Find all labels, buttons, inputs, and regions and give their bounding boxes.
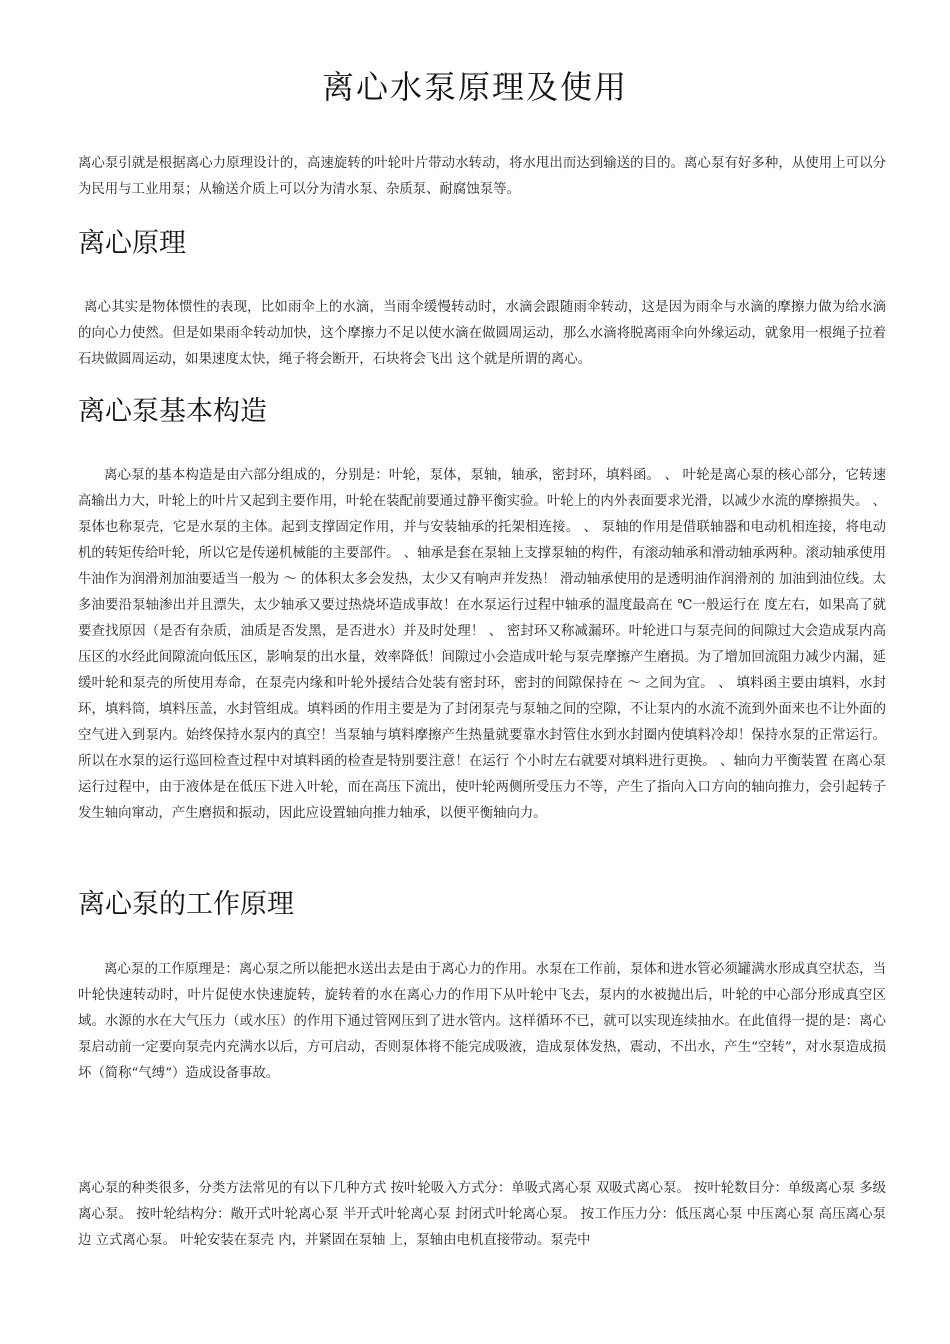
section-text-pump-structure: 离心泵的基本构造是由六部分组成的，分别是：叶轮，泵体，泵轴，轴承，密封环，填料函。 、 叶轮是离心泵的核心部分，它转速高输出力大，叶轮上的叶片又起到主要作用，叶轮在装配前要通过静平衡实验。叶轮上的内外表面要求光滑，以减少水流的摩擦损失。 、 泵体也称泵壳，它是水泵的主体。起到支撑固定作用，并与安装轴承的托架相连接。 、 泵轴的作用是借联轴器和电动机相连接，将电动机的转矩传给叶轮，所以它是传递机械能的主要部件。 、轴承是套在泵轴上支撑泵轴的构件，有滚动轴承和滑动轴承两种。滚动轴承使用牛油作为润滑剂加油要适当一般为 ～ 的体积太多会发热，太少又有响声并发热！ 滑动轴承使用的是透明油作润滑剂的 加油到油位线。太多油要沿泵轴渗出并且漂失，太少轴承又要过热烧坏造成事故！在水泵运行过程中轴承的温度最高在 ℃一般运行在 度左右，如果高了就要查找原因（是否有杂质，油质是否发黑，是否进水）并及时处理！ 、 密封环又称减漏环。叶轮进口与泵壳间的间隙过大会造成泵内高压区的水经此间隙流向低压区，影响泵的出水量，效率降低！间隙过小会造成叶轮与泵壳摩擦产生磨损。为了增加回流阻力减少内漏，延缓叶轮和泵壳的所使用寿命，在泵壳内缘和叶轮外援结合处装有密封环，密封的间隙保持在 ～ 之间为宜。 、 填料函主要由填料，水封环，填料筒，填料压盖，水封管组成。填料函的作用主要是为了封闭泵壳与泵轴之间的空隙，不让泵内的水流不流到外面来也不让外面的空气进入到泵内。始终保持水泵内的真空！当泵轴与填料摩擦产生热量就要靠水封管住水到水封圈内使填料冷却！保持水泵的正常运行。所以在水泵的运行巡回检查过程中对填料函的检查是特别要注意！在运行 个小时左右就要对填料进行更换。 、轴向力平衡装置 在离心泵运行过程中，由于液体是在低压下进入叶轮，而在高压下流出，使叶轮两侧所受压力不等，产生了指向入口方向的轴向推力，会引起转子发生轴向窜动，产生磨损和振动，因此应设置轴向推力轴承，以便平衡轴向力。	[78, 468, 886, 821]
section-text-working-principle: 离心泵的工作原理是：离心泵之所以能把水送出去是由于离心力的作用。水泵在工作前，泵体和进水管必须罐满水形成真空状态，当叶轮快速转动时，叶片促使水快速旋转，旋转着的水在离心力的作用下从叶轮中飞去，泵内的水被抛出后，叶轮的中心部分形成真空区域。水源的水在大气压力（或水压）的作用下通过管网压到了进水管内。这样循环不已，就可以实现连续抽水。在此值得一提的是：离心泵启动前一定要向泵壳内充满水以后，方可启动，否则泵体将不能完成吸液，造成泵体发热，震动，不出水，产生“空转”，对水泵造成损坏（简称“气缚”）造成设备事故。	[78, 962, 886, 1081]
intro-paragraph: 离心泵引就是根据离心力原理设计的，高速旋转的叶轮叶片带动水转动，将水甩出而达到输送的目的。离心泵有好多种，从使用上可以分为民用与工业用泵；从输送介质上可以分为清水泵、杂质泵、耐腐蚀泵等。	[78, 156, 886, 197]
section-text-centrifugal-principle: 离心其实是物体惯性的表现，比如雨伞上的水滴，当雨伞缓慢转动时，水滴会跟随雨伞转动，这是因为雨伞与水滴的摩擦力做为给水滴的向心力使然。但是如果雨伞转动加快，这个摩擦力不足以使水滴在做圆周运动，那么水滴将脱离雨伞向外缘运动，就象用一根绳子拉着石块做圆周运动，如果速度太快，绳子将会断开，石块将会飞出 这个就是所谓的离心。	[78, 300, 886, 367]
section-heading-pump-structure: 离心泵基本构造	[78, 396, 267, 427]
document-title: 离心水泵原理及使用	[321, 68, 628, 106]
section-heading-working-principle: 离心泵的工作原理	[78, 889, 294, 920]
section-heading-centrifugal-principle: 离心原理	[78, 228, 186, 259]
closing-paragraph: 离心泵的种类很多，分类方法常见的有以下几种方式 按叶轮吸入方式分：单吸式离心泵 双吸式离心泵。 按叶轮数目分：单级离心泵 多级离心泵。 按叶轮结构分：敞开式叶轮离心泵 半开式叶轮离心泵 封闭式叶轮离心泵。 按工作压力分：低压离心泵 中压离心泵 高压离心泵边 立式离心泵。 叶轮安装在泵壳 内，并紧固在泵轴 上，泵轴由电机直接带动。泵壳中	[78, 1181, 886, 1248]
